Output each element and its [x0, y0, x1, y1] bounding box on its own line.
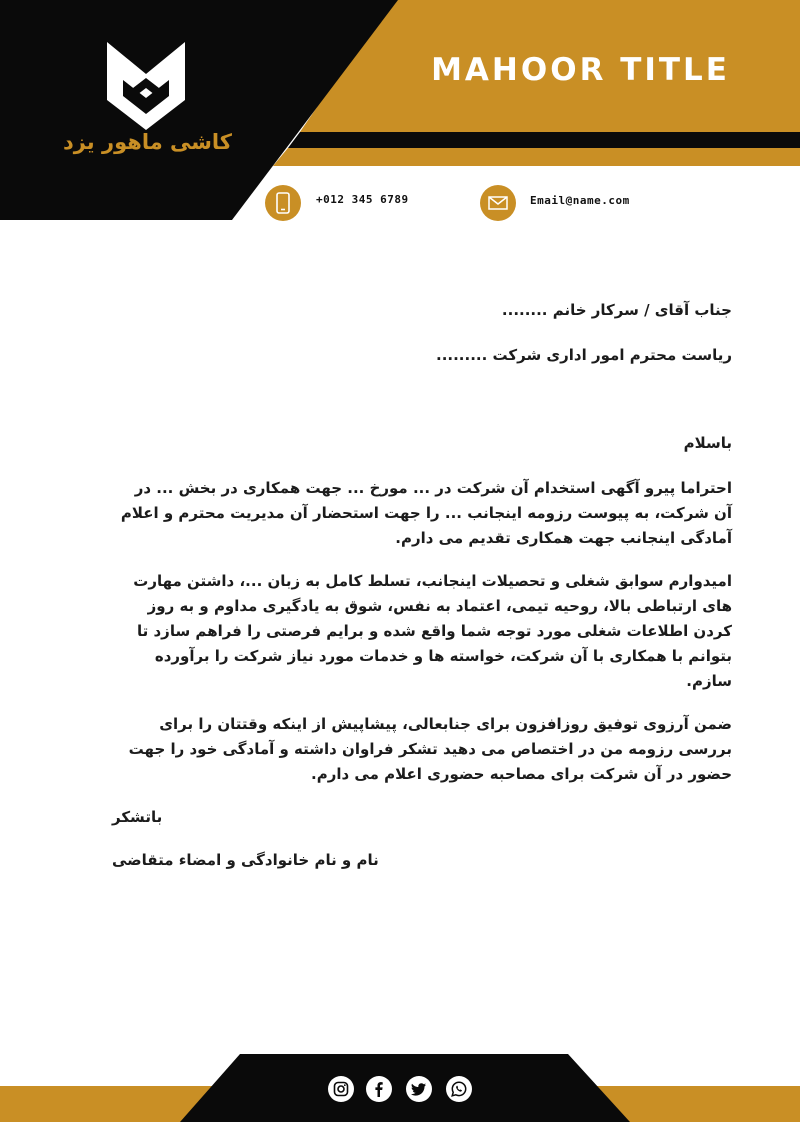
envelope-icon	[480, 185, 516, 221]
recipient-line: ریاست محترم امور اداری شرکت .........	[436, 346, 732, 364]
paragraph: احتراما پیرو آگهی استخدام آن شرکت در ... مورخ ... جهت همکاری در بخش ... در آن شرکت، به پیوست رزومه اینجانب ... را جهت استحضار آن مدیریت محترم و اعلام آمادگی اینجانب جهت همکاری تقدیم می دارم.	[120, 479, 732, 547]
company-name: کاشی ماهور یزد	[62, 130, 233, 154]
phone-number[interactable]: +012 345 6789	[316, 193, 409, 206]
footer-black-panel	[180, 1054, 630, 1122]
whatsapp-icon[interactable]	[446, 1076, 472, 1102]
letter-body	[112, 298, 732, 873]
closing: باتشکر	[112, 808, 163, 826]
greeting: باسلام	[683, 434, 732, 452]
signature-line: نام و نام خانوادگی و امضاء متقاضی	[112, 851, 379, 869]
mahoor-logo	[105, 40, 187, 132]
header-black-stripe	[288, 132, 800, 148]
email-address[interactable]: Email@name.com	[530, 194, 630, 207]
recipient-line: جناب آقای / سرکار خانم ........	[501, 301, 732, 319]
facebook-icon[interactable]	[366, 1076, 392, 1102]
phone-icon	[265, 185, 301, 221]
header-gold-stripe	[273, 148, 800, 166]
instagram-icon[interactable]	[328, 1076, 354, 1102]
page-title: MAHOOR TITLE	[431, 52, 730, 88]
paragraph: ضمن آرزوی توفیق روزافزون برای جنابعالی، پیشاپیش از اینکه وقتتان را برای بررسی رزومه من در اختصاص می دهید تشکر فراوان داشته و آمادگی خود را جهت حضور در آن شرکت برای مصاحبه حضوری اعلام می دارم.	[128, 715, 732, 783]
twitter-icon[interactable]	[406, 1076, 432, 1102]
paragraph: امیدوارم سوابق شغلی و تحصیلات اینجانب، تسلط کامل به زبان ...، داشتن مهارت های ارتباطی بالا، روحیه تیمی، اعتماد به نفس، شوق به یادگیری مداوم و به روز کردن اطلاعات شغلی مورد توجه شما واقع شده و برایم فرصتی را فراهم سازد تا بتوانم با همکاری با آن شرکت، خواسته ها و خدمات مورد نیاز شرکت را برآورده سازم.	[133, 572, 732, 690]
